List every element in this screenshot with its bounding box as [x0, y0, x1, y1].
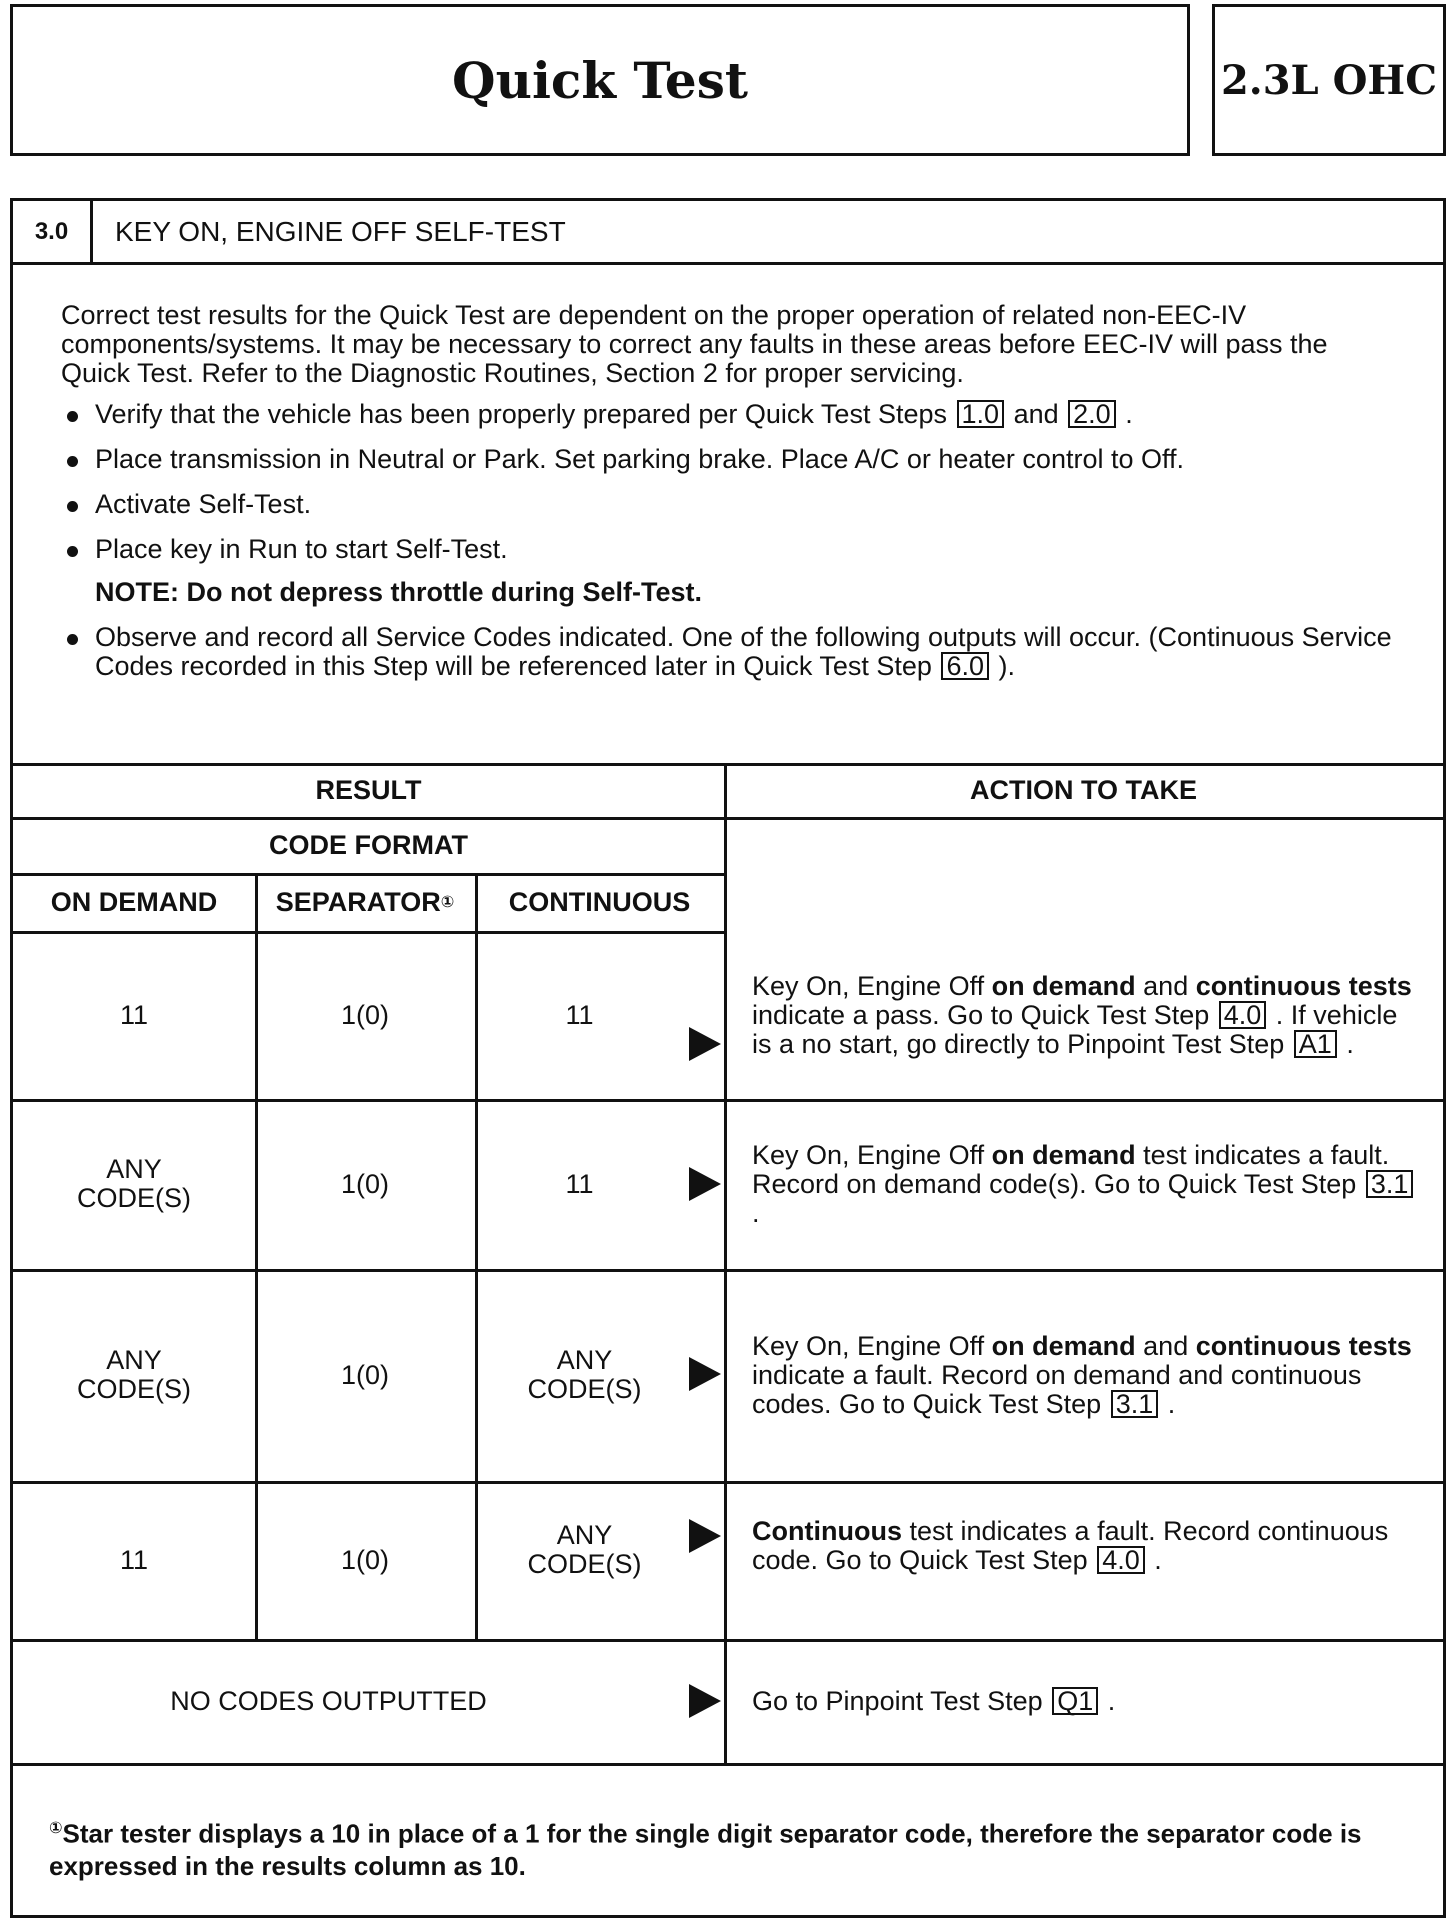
action-emphasis: continuous tests [1195, 1330, 1412, 1361]
cell-separator: 1(0) [340, 1359, 389, 1390]
instruction-item [61, 623, 1401, 681]
action-emphasis: Continuous [752, 1516, 902, 1546]
page-title: Quick Test [452, 50, 748, 110]
cell-on-demand: ANY CODE(S) [77, 1154, 191, 1213]
instruction-item [61, 445, 1401, 474]
bullet-icon [67, 546, 78, 557]
result-header: RESULT [315, 774, 422, 805]
cell-continuous: 11 [565, 999, 594, 1030]
col-on-demand: ON DEMAND [50, 886, 218, 917]
action-text: . [1100, 1685, 1116, 1716]
cell-separator: 1(0) [340, 999, 389, 1030]
step-header [13, 201, 1443, 265]
action-header: ACTION TO TAKE [970, 774, 1197, 805]
action-text: test indicates a fault. Record on demand code(s). Go to Quick Test Step [752, 1139, 1390, 1199]
action-text: . [1160, 1388, 1176, 1419]
cell-continuous: ANY CODE(S) [527, 1520, 642, 1579]
step-number: 3.0 [13, 201, 93, 262]
action-text: test indicates a fault. Record continuous code. Go to Quick Test Step [752, 1516, 1389, 1575]
arrow-right-icon [689, 1167, 721, 1201]
action-text: Key On, Engine Off [752, 1139, 992, 1170]
action-text: . [1146, 1545, 1162, 1575]
instruction-text: and [1013, 399, 1059, 429]
title-box [10, 4, 1190, 156]
bullet-icon [67, 501, 78, 512]
step-ref: Q1 [1052, 1687, 1098, 1715]
action-text: . If vehicle is a no start, go directly to Pinpoint Test Step [752, 999, 1398, 1059]
cell-separator: 1(0) [340, 1168, 389, 1199]
cell-action [724, 1481, 1443, 1639]
action-text: and [1135, 970, 1196, 1001]
arrow-right-icon [689, 1027, 721, 1061]
bullet-icon [67, 634, 78, 645]
col-separator-label: SEPARATOR [275, 886, 441, 917]
code-format-header: CODE FORMAT [269, 829, 468, 860]
instruction-text: Place key in Run to start Self-Test. [95, 534, 508, 564]
footnote-mark: ① [440, 893, 455, 911]
action-emphasis: on demand [991, 970, 1136, 1001]
step-frame [10, 198, 1446, 1918]
no-codes-action [724, 1639, 1443, 1763]
action-text: Go to Pinpoint Test Step [752, 1685, 1051, 1716]
step-title: KEY ON, ENGINE OFF SELF-TEST [115, 215, 566, 247]
instruction-text: Verify that the vehicle has been properly prepared per Quick Test Steps [95, 399, 947, 429]
arrow-right-icon [689, 1684, 721, 1718]
action-text: indicate a pass. Go to Quick Test Step [752, 999, 1217, 1030]
instruction-list [61, 623, 1401, 681]
bullet-icon [67, 456, 78, 467]
instruction-text: Place transmission in Neutral or Park. Set parking brake. Place A/C or heater control to Off. [95, 444, 1185, 474]
cell-action [724, 1099, 1443, 1269]
action-emphasis: on demand [991, 1139, 1136, 1170]
action-text: . [752, 1197, 760, 1228]
instruction-text: Observe and record all Service Codes indicated. One of the following outputs will occur. (Continuous Service Codes recorded in this Step will be referenced later in Quick Test Step [95, 622, 1392, 681]
arrow-right-icon [689, 1519, 721, 1553]
step-ref: 1.0 [957, 400, 1005, 428]
action-text: indicate a fault. Record on demand and continuous codes. Go to Quick Test Step [752, 1359, 1362, 1419]
step-ref: 3.1 [1366, 1170, 1414, 1198]
step-ref: 4.0 [1219, 1001, 1267, 1029]
instruction-item [61, 400, 1401, 429]
action-emphasis: continuous tests [1195, 970, 1412, 1001]
cell-action [724, 931, 1443, 1099]
instruction-text: ). [998, 651, 1016, 681]
cell-on-demand: 11 [119, 999, 149, 1030]
no-codes-cell: NO CODES OUTPUTTED [170, 1685, 487, 1716]
intro-paragraph: Correct test results for the Quick Test are dependent on the proper operation of related non-EEC-IV components/systems. It may be necessary to correct any faults in these areas before EEC-IV will pass the Quick Test. Refer to the Diagnostic Routines, Section 2 for proper servicing. [61, 300, 1328, 388]
cell-continuous: 11 [565, 1168, 594, 1199]
step-ref: 3.1 [1111, 1390, 1159, 1418]
cell-on-demand: 11 [119, 1544, 149, 1575]
instruction-text: . [1125, 399, 1133, 429]
cell-on-demand: ANY CODE(S) [77, 1345, 191, 1404]
step-ref: 6.0 [941, 652, 989, 680]
footnote-mark: ① [49, 1820, 63, 1837]
action-text: . [1338, 1028, 1354, 1059]
step-ref: A1 [1294, 1030, 1337, 1058]
arrow-right-icon [689, 1357, 721, 1391]
note-text: NOTE: Do not depress throttle during Self-Test. [95, 577, 703, 607]
cell-action [724, 1269, 1443, 1481]
action-emphasis: on demand [991, 1330, 1136, 1361]
instruction-text: Activate Self-Test. [95, 489, 312, 519]
instruction-item [61, 490, 1401, 519]
instruction-list [61, 400, 1401, 564]
instruction-item [61, 535, 1401, 564]
col-continuous: CONTINUOUS [508, 886, 691, 917]
footnote-text: Star tester displays a 10 in place of a 1 for the single digit separator code, therefore the separator code is expressed in the results column as 10. [49, 1818, 1362, 1881]
cell-separator: 1(0) [340, 1544, 389, 1575]
engine-box [1212, 4, 1446, 156]
action-text: Key On, Engine Off [752, 970, 992, 1001]
footnote [49, 1813, 1429, 1882]
engine-label: 2.3L OHC [1220, 56, 1438, 104]
cell-continuous: ANY CODE(S) [527, 1345, 642, 1404]
step-ref: 2.0 [1068, 400, 1116, 428]
intro-section [61, 301, 1401, 697]
step-ref: 4.0 [1097, 1546, 1145, 1574]
col-separator [255, 873, 475, 931]
action-text: Key On, Engine Off [752, 1330, 992, 1361]
bullet-icon [67, 411, 78, 422]
action-text: and [1135, 1330, 1196, 1361]
